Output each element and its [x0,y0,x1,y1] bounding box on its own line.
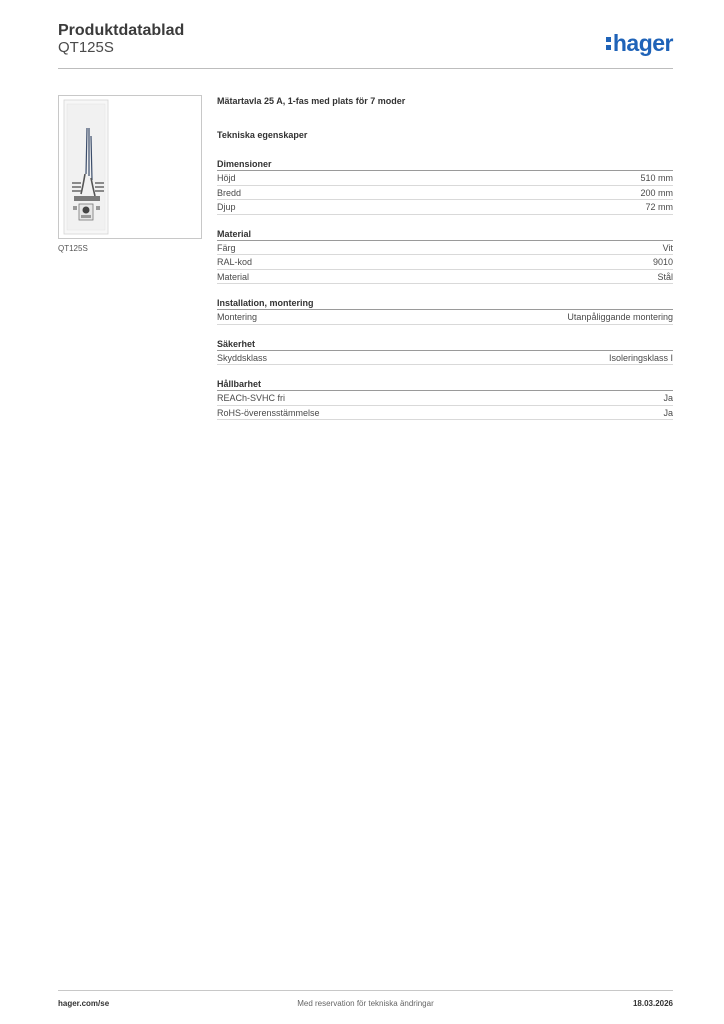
footer-date: 18.03.2026 [632,999,673,1008]
spec-row [217,310,673,325]
spec-row [217,186,673,201]
spec-label: Skyddsklass [217,352,268,363]
spec-row [217,241,673,256]
spec-group [217,158,673,215]
spec-label: Höjd [217,173,236,183]
spec-row [217,255,673,270]
hager-logo [606,30,673,57]
product-description: Mätartavla 25 A, 1-fas med plats för 7 moder [217,96,406,106]
spec-value: Ja [663,407,673,418]
product-reference: QT125S [58,39,114,56]
product-specifications [217,95,673,420]
spec-label: Montering [217,312,258,322]
spec-group-title: Material [217,228,673,241]
spec-groups [217,158,673,420]
spec-group [217,338,673,366]
spec-label: REACh-SVHC fri [217,393,286,403]
spec-row [217,270,673,285]
meter-board-icon [59,96,201,238]
logo-text: hager [612,30,673,56]
spec-row [217,351,673,366]
spec-value: 510 mm [640,173,673,183]
spec-row [217,406,673,421]
spec-value: Stål [657,271,673,282]
spec-label: Material [217,271,250,282]
spec-label: Djup [217,202,236,212]
spec-row [217,200,673,215]
page-header [58,22,673,69]
image-caption: QT125S [58,244,88,253]
spec-group [217,297,673,325]
footer-website[interactable]: hager.com/se [58,999,110,1008]
spec-value: 72 mm [645,202,673,212]
spec-row [217,391,673,406]
spec-value: 9010 [652,257,673,267]
spec-group-title: Hållbarhet [217,378,673,391]
logo-dots-icon [606,37,611,50]
spec-label: Bredd [217,187,242,198]
page-footer [58,990,673,1010]
spec-group-title: Dimensioner [217,158,673,171]
spec-group-title: Säkerhet [217,338,673,351]
spec-label: RoHS-överensstämmelse [217,407,320,418]
spec-group [217,378,673,420]
spec-value: Utanpåliggande montering [567,312,673,322]
spec-group-title: Installation, montering [217,297,673,310]
spec-value: 200 mm [640,187,673,198]
spec-label: RAL-kod [217,257,253,267]
spec-group [217,228,673,285]
spec-value: Ja [663,393,673,403]
spec-row [217,171,673,186]
spec-label: Färg [217,242,236,253]
spec-value: Isoleringsklass I [608,352,673,363]
section-title: Tekniska egenskaper [217,130,308,140]
spec-value: Vit [662,242,673,253]
document-title: Produktdatablad [58,22,185,39]
product-image [58,95,202,239]
footer-disclaimer: Med reservation för tekniska ändringar [297,999,434,1008]
